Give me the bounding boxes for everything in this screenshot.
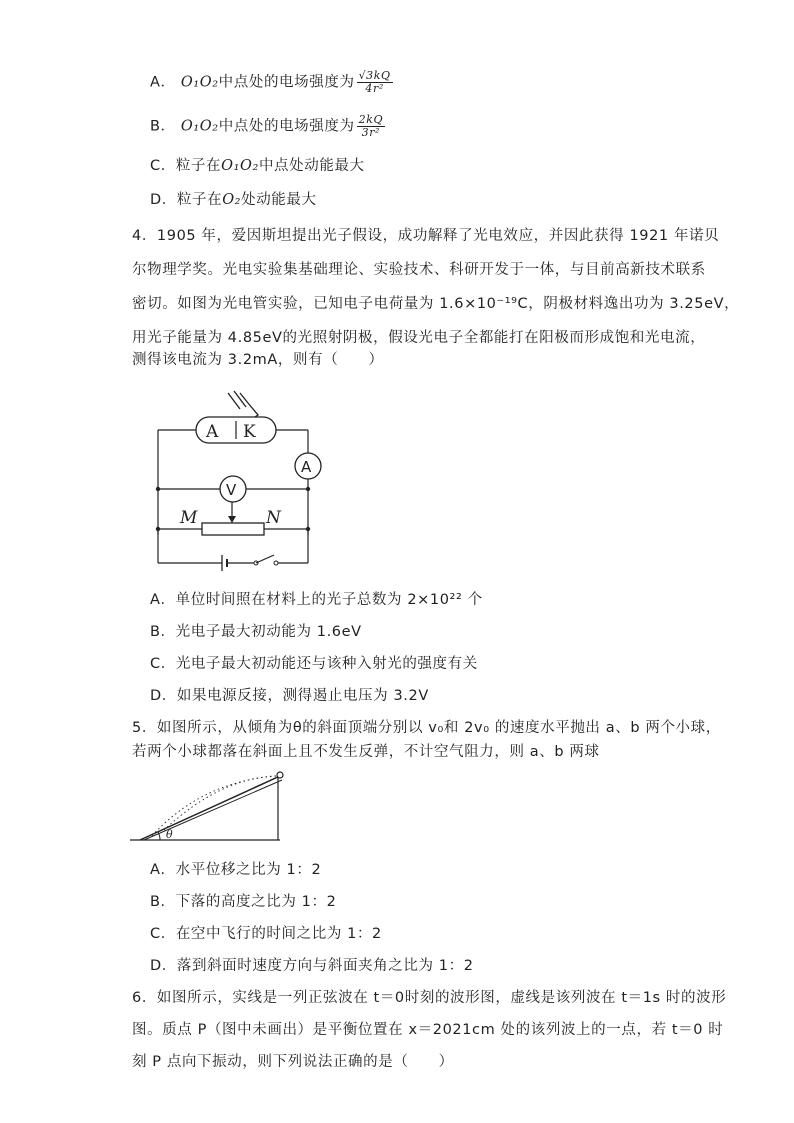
tube-cathode-label: K bbox=[243, 422, 256, 442]
q3-option-a[interactable] bbox=[150, 70, 393, 95]
option-text: 中点处的电场强度为 bbox=[218, 74, 355, 91]
ball-icon bbox=[277, 772, 283, 778]
ammeter-label: A bbox=[301, 458, 312, 476]
o1o2-symbol: O₁O₂ bbox=[180, 74, 219, 91]
q5-option-c[interactable]: C．在空中飞行的时间之比为 1：2 bbox=[150, 926, 382, 942]
q3-option-c[interactable] bbox=[150, 156, 365, 176]
o1o2-symbol: O₁O₂ bbox=[221, 158, 259, 174]
q4-stem-line-1: 4．1905 年，爱因斯坦提出光子假设，成功解释了光电效应，并因此获得 1921 年诺贝 bbox=[132, 228, 720, 244]
rheostat-n-label: N bbox=[266, 508, 281, 528]
fraction-denominator: 3r² bbox=[361, 126, 381, 139]
q4-stem-line-4: 用光子能量为 4.85eV的光照射阴极，假设光电子全都能打在阳极而形成饱和光电流， bbox=[132, 330, 706, 346]
fraction-numerator: √3kQ bbox=[358, 69, 391, 82]
option-letter: D． bbox=[150, 192, 177, 208]
q5-option-a[interactable]: A．水平位移之比为 1：2 bbox=[150, 862, 322, 878]
q4-stem-line-5: 测得该电流为 3.2mA，则有（ ） bbox=[132, 352, 384, 368]
q4-option-c[interactable]: C．光电子最大初动能还与该种入射光的强度有关 bbox=[150, 656, 478, 672]
q5-option-b[interactable]: B．下落的高度之比为 1：2 bbox=[150, 894, 337, 910]
option-text-pre: 粒子在 bbox=[176, 192, 223, 208]
voltmeter-label: V bbox=[226, 481, 237, 499]
q4-option-d[interactable]: D．如果电源反接，测得遏止电压为 3.2V bbox=[150, 688, 429, 704]
option-text-post: 中点处动能最大 bbox=[258, 158, 365, 174]
option-letter: B． bbox=[150, 118, 176, 135]
q3-option-d[interactable] bbox=[150, 190, 317, 210]
angle-theta-label: θ bbox=[166, 828, 173, 841]
q5-stem-line-1: 5．如图所示，从倾角为θ的斜面顶端分别以 v₀和 2v₀ 的速度水平抛出 a、b 两个小球， bbox=[132, 720, 721, 736]
light-rays-icon bbox=[228, 391, 258, 419]
field-fraction bbox=[357, 70, 393, 95]
rheostat-m-label: M bbox=[180, 508, 198, 528]
option-text-pre: 粒子在 bbox=[175, 158, 222, 174]
switch-icon bbox=[256, 555, 274, 563]
q4-option-a[interactable]: A．单位时间照在材料上的光子总数为 2×10²² 个 bbox=[150, 592, 483, 608]
tube-anode-label: A bbox=[206, 422, 219, 442]
q4-option-b[interactable]: B．光电子最大初动能为 1.6eV bbox=[150, 624, 362, 640]
q4-stem-line-2: 尔物理学奖。光电实验集基础理论、实验技术、科研开发于一体，与目前高新技术联系 bbox=[132, 262, 706, 278]
option-text-post: 处动能最大 bbox=[241, 192, 317, 208]
q3-option-b[interactable] bbox=[150, 114, 385, 139]
option-letter: C． bbox=[150, 158, 176, 174]
incline-surface bbox=[140, 776, 280, 840]
option-text: 中点处的电场强度为 bbox=[218, 118, 355, 135]
rheostat bbox=[202, 523, 264, 535]
option-letter: A． bbox=[150, 74, 176, 91]
field-fraction bbox=[357, 114, 385, 139]
o2-symbol: O₂ bbox=[222, 192, 242, 208]
fraction-numerator: 2kQ bbox=[358, 113, 384, 126]
q4-stem-line-3: 密切。如图为光电管实验，已知电子电荷量为 1.6×10⁻¹⁹C，阴极材料逸出功为 3.25eV， bbox=[132, 296, 740, 312]
incline-projectile-diagram bbox=[130, 770, 300, 850]
q5-option-d[interactable]: D．落到斜面时速度方向与斜面夹角之比为 1：2 bbox=[150, 958, 474, 974]
q6-stem-line-3: 刻 P 点向下振动，则下列说法正确的是（ ） bbox=[132, 1054, 454, 1070]
fraction-denominator: 4r² bbox=[365, 82, 384, 95]
q5-stem-line-2: 若两个小球都落在斜面上且不发生反弹，不计空气阻力，则 a、b 两球 bbox=[132, 744, 600, 760]
q6-stem-line-1: 6．如图所示，实线是一列正弦波在 t＝0时刻的波形图，虚线是该列波在 t＝1s 时的波形 bbox=[132, 990, 727, 1006]
q6-stem-line-2: 图。质点 P（图中未画出）是平衡位置在 x＝2021cm 处的该列波上的一点，若 t＝0 时 bbox=[132, 1022, 724, 1038]
photoelectric-circuit-diagram bbox=[150, 385, 350, 575]
o1o2-symbol: O₁O₂ bbox=[180, 118, 219, 135]
